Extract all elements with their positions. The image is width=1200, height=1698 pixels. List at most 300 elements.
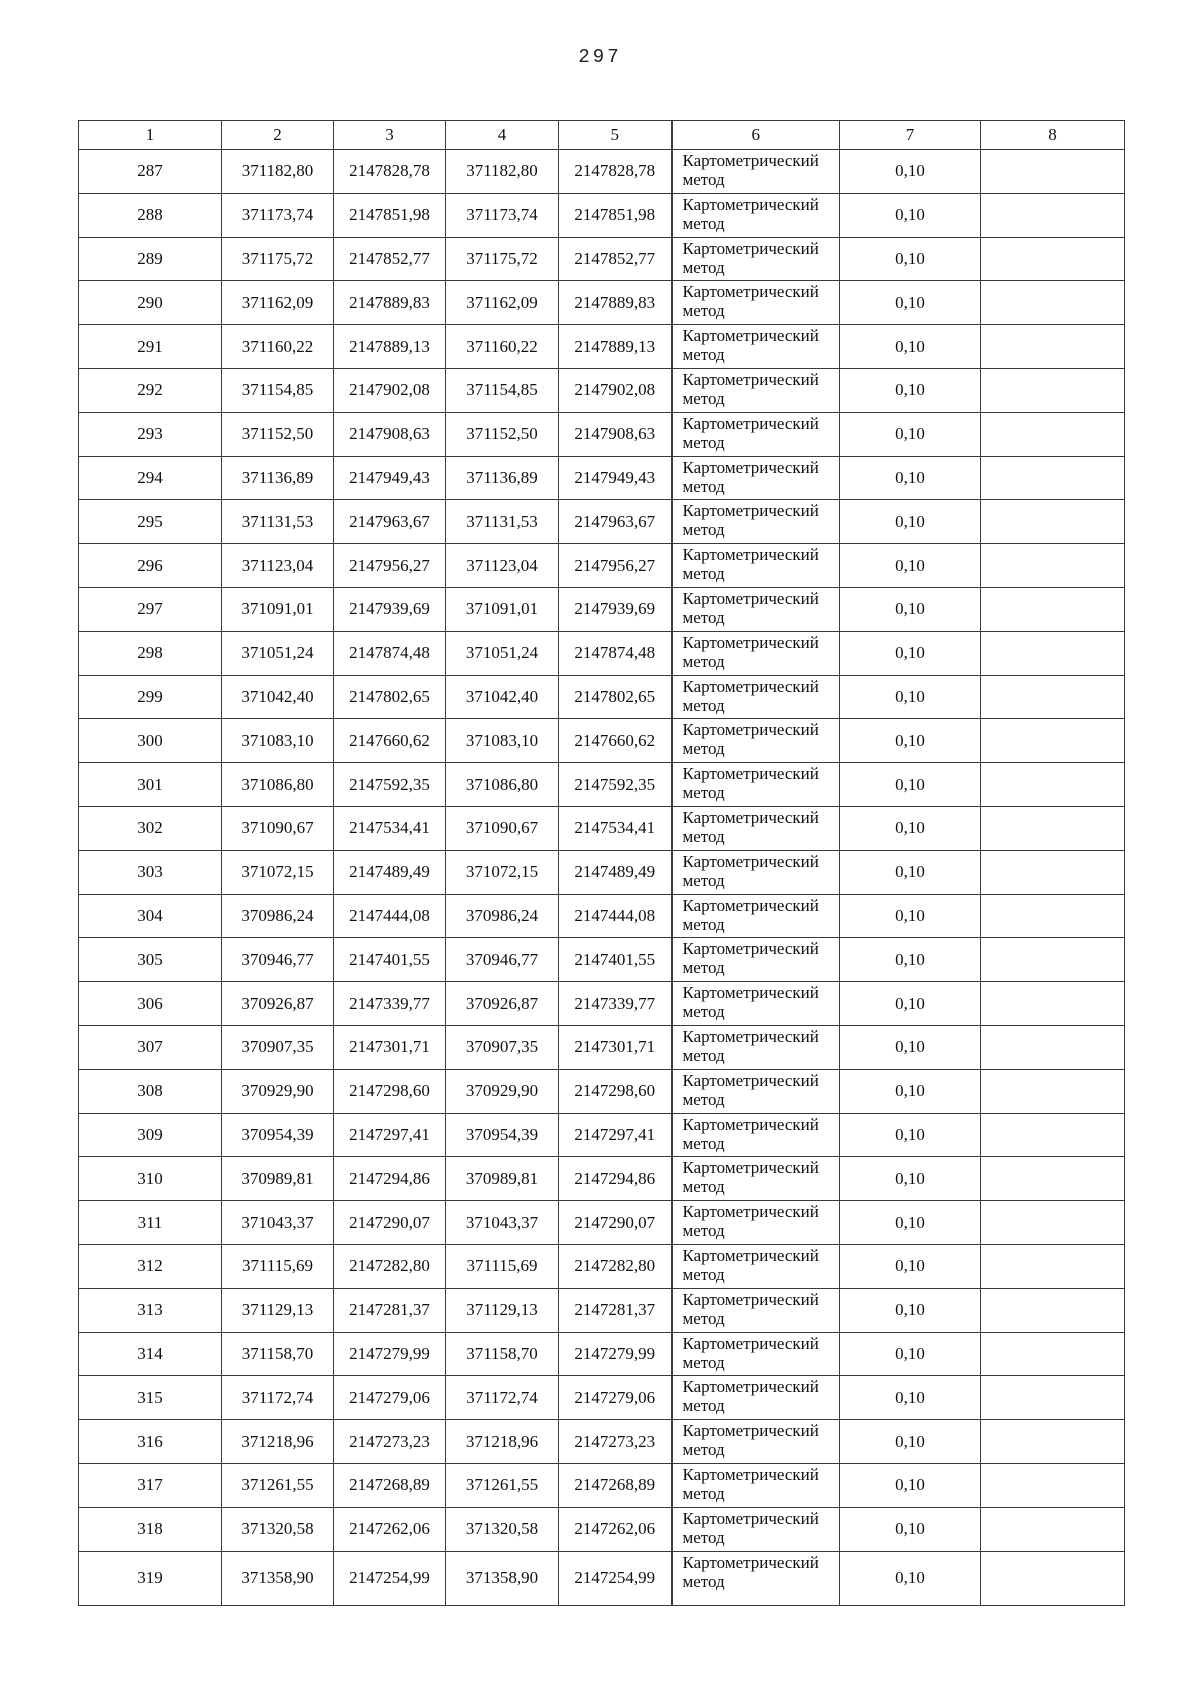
point-number-cell: 304 [79, 894, 222, 938]
y-coord-new-cell: 2147254,99 [559, 1551, 672, 1605]
method-text-line1: Картометрический [682, 1114, 819, 1134]
method-text-line1: Картометрический [682, 1377, 819, 1397]
y-coord-existing-cell: 2147874,48 [334, 631, 446, 675]
x-coord-new-cell: 371051,24 [446, 631, 559, 675]
y-coord-new-cell: 2147534,41 [559, 806, 672, 850]
method-text-line2: метод [682, 870, 725, 890]
x-coord-existing-cell: 371123,04 [222, 544, 334, 588]
x-coord-existing-cell: 371042,40 [222, 675, 334, 719]
point-number-cell: 287 [79, 150, 222, 194]
table-row [79, 1201, 1125, 1245]
x-coord-new-cell: 370929,90 [446, 1069, 559, 1113]
method-text-line2: метод [682, 170, 725, 189]
accuracy-cell: 0,10 [840, 894, 981, 938]
method-text-line1: Картометрический [682, 1464, 819, 1484]
note-cell [981, 412, 1125, 456]
y-coord-existing-cell: 2147852,77 [334, 237, 446, 281]
accuracy-cell: 0,10 [840, 1288, 981, 1332]
y-coord-existing-cell: 2147262,06 [334, 1507, 446, 1551]
x-coord-existing-cell: 370907,35 [222, 1025, 334, 1069]
y-coord-new-cell: 2147268,89 [559, 1463, 672, 1507]
method-text-line1: Картометрический [682, 1158, 819, 1178]
x-coord-existing-cell: 371086,80 [222, 763, 334, 807]
header-col-6: 6 [672, 121, 840, 150]
table-row [79, 412, 1125, 456]
table-row [79, 938, 1125, 982]
table-row [79, 1463, 1125, 1507]
table-row [79, 1025, 1125, 1069]
method-text-line1: Картометрический [682, 1245, 819, 1265]
accuracy-cell: 0,10 [840, 456, 981, 500]
note-cell [981, 1332, 1125, 1376]
method-text-line1: Картометрический [682, 194, 819, 214]
x-coord-existing-cell: 370929,90 [222, 1069, 334, 1113]
accuracy-cell: 0,10 [840, 806, 981, 850]
note-cell [981, 281, 1125, 325]
y-coord-existing-cell: 2147902,08 [334, 368, 446, 412]
method-text-line1: Картометрический [682, 1333, 819, 1353]
table-row [79, 1288, 1125, 1332]
method-text-line1: Картометрический [682, 369, 819, 389]
y-coord-new-cell: 2147279,06 [559, 1376, 672, 1420]
accuracy-cell: 0,10 [840, 763, 981, 807]
x-coord-new-cell: 370954,39 [446, 1113, 559, 1157]
method-cell [672, 237, 840, 281]
note-cell [981, 325, 1125, 369]
point-number-cell: 299 [79, 675, 222, 719]
method-cell [672, 631, 840, 675]
note-cell [981, 1288, 1125, 1332]
method-cell [672, 1551, 840, 1605]
x-coord-new-cell: 370907,35 [446, 1025, 559, 1069]
x-coord-new-cell: 371129,13 [446, 1288, 559, 1332]
x-coord-existing-cell: 371218,96 [222, 1420, 334, 1464]
table-row [79, 193, 1125, 237]
method-text-line2: метод [682, 1089, 725, 1109]
x-coord-existing-cell: 370986,24 [222, 894, 334, 938]
x-coord-new-cell: 371320,58 [446, 1507, 559, 1551]
method-cell [672, 850, 840, 894]
method-text-line1: Картометрический [682, 1421, 819, 1441]
x-coord-new-cell: 371175,72 [446, 237, 559, 281]
method-text-line2: метод [682, 1264, 725, 1284]
point-number-cell: 317 [79, 1463, 222, 1507]
accuracy-cell: 0,10 [840, 1420, 981, 1464]
note-cell [981, 850, 1125, 894]
method-text-line2: метод [682, 1045, 725, 1065]
method-text-line2: метод [682, 914, 725, 934]
x-coord-existing-cell: 371261,55 [222, 1463, 334, 1507]
x-coord-existing-cell: 371154,85 [222, 368, 334, 412]
accuracy-cell: 0,10 [840, 1157, 981, 1201]
x-coord-new-cell: 371091,01 [446, 587, 559, 631]
point-number-cell: 311 [79, 1201, 222, 1245]
y-coord-new-cell: 2147908,63 [559, 412, 672, 456]
x-coord-new-cell: 371090,67 [446, 806, 559, 850]
table-row [79, 1244, 1125, 1288]
note-cell [981, 938, 1125, 982]
method-text-line2: метод [682, 826, 725, 846]
y-coord-new-cell: 2147660,62 [559, 719, 672, 763]
x-coord-new-cell: 371182,80 [446, 150, 559, 194]
point-number-cell: 318 [79, 1507, 222, 1551]
accuracy-cell: 0,10 [840, 1376, 981, 1420]
point-number-cell: 292 [79, 368, 222, 412]
y-coord-existing-cell: 2147963,67 [334, 500, 446, 544]
method-cell [672, 150, 840, 194]
table-row [79, 763, 1125, 807]
table-row [79, 806, 1125, 850]
method-text-line2: метод [682, 476, 725, 496]
y-coord-existing-cell: 2147939,69 [334, 587, 446, 631]
y-coord-new-cell: 2147489,49 [559, 850, 672, 894]
note-cell [981, 1113, 1125, 1157]
note-cell [981, 193, 1125, 237]
x-coord-new-cell: 370986,24 [446, 894, 559, 938]
x-coord-new-cell: 371158,70 [446, 1332, 559, 1376]
method-cell [672, 587, 840, 631]
x-coord-existing-cell: 371175,72 [222, 237, 334, 281]
x-coord-existing-cell: 371358,90 [222, 1551, 334, 1605]
method-cell [672, 325, 840, 369]
y-coord-existing-cell: 2147254,99 [334, 1551, 446, 1605]
x-coord-new-cell: 371123,04 [446, 544, 559, 588]
method-text-line2: метод [682, 345, 725, 365]
x-coord-new-cell: 370926,87 [446, 982, 559, 1026]
x-coord-existing-cell: 371091,01 [222, 587, 334, 631]
note-cell [981, 500, 1125, 544]
table-row [79, 1420, 1125, 1464]
method-cell [672, 1507, 840, 1551]
method-cell [672, 1463, 840, 1507]
method-text-line2: метод [682, 1483, 725, 1503]
method-text-line2: метод [682, 301, 725, 321]
method-text-line1: Картометрический [682, 676, 819, 696]
y-coord-existing-cell: 2147489,49 [334, 850, 446, 894]
method-text-line1: Картометрический [682, 545, 819, 565]
accuracy-cell: 0,10 [840, 1332, 981, 1376]
x-coord-new-cell: 371162,09 [446, 281, 559, 325]
method-text-line2: метод [682, 783, 725, 803]
note-cell [981, 1507, 1125, 1551]
method-text-line2: метод [682, 1308, 725, 1328]
x-coord-new-cell: 371173,74 [446, 193, 559, 237]
accuracy-cell: 0,10 [840, 412, 981, 456]
x-coord-existing-cell: 371172,74 [222, 1376, 334, 1420]
method-text-line1: Картометрический [682, 720, 819, 740]
x-coord-existing-cell: 371182,80 [222, 150, 334, 194]
accuracy-cell: 0,10 [840, 675, 981, 719]
y-coord-new-cell: 2147889,83 [559, 281, 672, 325]
method-text-line1: Картометрический [682, 1070, 819, 1090]
method-text-line2: метод [682, 1221, 725, 1241]
method-text-line2: метод [682, 1440, 725, 1460]
x-coord-new-cell: 371218,96 [446, 1420, 559, 1464]
accuracy-cell: 0,10 [840, 193, 981, 237]
note-cell [981, 544, 1125, 588]
point-number-cell: 306 [79, 982, 222, 1026]
y-coord-existing-cell: 2147889,13 [334, 325, 446, 369]
y-coord-new-cell: 2147297,41 [559, 1113, 672, 1157]
point-number-cell: 307 [79, 1025, 222, 1069]
method-text-line2: метод [682, 1133, 725, 1153]
method-text-line2: метод [682, 1571, 725, 1591]
x-coord-existing-cell: 371320,58 [222, 1507, 334, 1551]
y-coord-new-cell: 2147889,13 [559, 325, 672, 369]
note-cell [981, 587, 1125, 631]
table-row [79, 456, 1125, 500]
method-cell [672, 1025, 840, 1069]
note-cell [981, 237, 1125, 281]
method-cell [672, 1157, 840, 1201]
point-number-cell: 295 [79, 500, 222, 544]
y-coord-new-cell: 2147939,69 [559, 587, 672, 631]
table-row [79, 631, 1125, 675]
y-coord-existing-cell: 2147279,99 [334, 1332, 446, 1376]
x-coord-existing-cell: 371072,15 [222, 850, 334, 894]
table-row [79, 719, 1125, 763]
method-cell [672, 456, 840, 500]
y-coord-existing-cell: 2147273,23 [334, 1420, 446, 1464]
y-coord-new-cell: 2147294,86 [559, 1157, 672, 1201]
method-text-line1: Картометрический [682, 413, 819, 433]
table-row [79, 1376, 1125, 1420]
y-coord-existing-cell: 2147290,07 [334, 1201, 446, 1245]
method-cell [672, 193, 840, 237]
accuracy-cell: 0,10 [840, 1025, 981, 1069]
table-row [79, 850, 1125, 894]
header-col-7: 7 [840, 121, 981, 150]
method-cell [672, 1244, 840, 1288]
table-row [79, 325, 1125, 369]
x-coord-existing-cell: 371158,70 [222, 1332, 334, 1376]
accuracy-cell: 0,10 [840, 368, 981, 412]
method-text-line2: метод [682, 958, 725, 978]
y-coord-new-cell: 2147828,78 [559, 150, 672, 194]
method-text-line2: метод [682, 1002, 725, 1022]
header-col-8: 8 [981, 121, 1125, 150]
table-row [79, 544, 1125, 588]
accuracy-cell: 0,10 [840, 938, 981, 982]
note-cell [981, 1069, 1125, 1113]
method-cell [672, 1288, 840, 1332]
note-cell [981, 806, 1125, 850]
method-text-line2: метод [682, 651, 725, 671]
x-coord-new-cell: 371086,80 [446, 763, 559, 807]
table-row [79, 1113, 1125, 1157]
y-coord-existing-cell: 2147828,78 [334, 150, 446, 194]
accuracy-cell: 0,10 [840, 325, 981, 369]
y-coord-new-cell: 2147301,71 [559, 1025, 672, 1069]
method-text-line2: метод [682, 520, 725, 540]
x-coord-existing-cell: 370954,39 [222, 1113, 334, 1157]
method-cell [672, 938, 840, 982]
accuracy-cell: 0,10 [840, 281, 981, 325]
note-cell [981, 1376, 1125, 1420]
y-coord-new-cell: 2147852,77 [559, 237, 672, 281]
y-coord-existing-cell: 2147956,27 [334, 544, 446, 588]
method-text-line1: Картометрический [682, 851, 819, 871]
x-coord-existing-cell: 371083,10 [222, 719, 334, 763]
accuracy-cell: 0,10 [840, 1201, 981, 1245]
point-number-cell: 297 [79, 587, 222, 631]
note-cell [981, 675, 1125, 719]
y-coord-existing-cell: 2147298,60 [334, 1069, 446, 1113]
accuracy-cell: 0,10 [840, 982, 981, 1026]
note-cell [981, 719, 1125, 763]
y-coord-new-cell: 2147290,07 [559, 1201, 672, 1245]
table-row [79, 237, 1125, 281]
method-text-line2: метод [682, 1177, 725, 1197]
x-coord-new-cell: 371154,85 [446, 368, 559, 412]
x-coord-new-cell: 371072,15 [446, 850, 559, 894]
x-coord-new-cell: 370989,81 [446, 1157, 559, 1201]
y-coord-new-cell: 2147281,37 [559, 1288, 672, 1332]
accuracy-cell: 0,10 [840, 1113, 981, 1157]
accuracy-cell: 0,10 [840, 1551, 981, 1605]
y-coord-new-cell: 2147282,80 [559, 1244, 672, 1288]
y-coord-new-cell: 2147444,08 [559, 894, 672, 938]
x-coord-existing-cell: 371162,09 [222, 281, 334, 325]
table-row [79, 1551, 1125, 1605]
method-cell [672, 719, 840, 763]
note-cell [981, 1463, 1125, 1507]
note-cell [981, 368, 1125, 412]
table-row [79, 1157, 1125, 1201]
y-coord-new-cell: 2147298,60 [559, 1069, 672, 1113]
note-cell [981, 894, 1125, 938]
table-row [79, 675, 1125, 719]
y-coord-existing-cell: 2147279,06 [334, 1376, 446, 1420]
accuracy-cell: 0,10 [840, 237, 981, 281]
method-text-line2: метод [682, 1352, 725, 1372]
method-cell [672, 763, 840, 807]
table-row [79, 894, 1125, 938]
x-coord-new-cell: 371115,69 [446, 1244, 559, 1288]
point-number-cell: 289 [79, 237, 222, 281]
method-text-line2: метод [682, 388, 725, 408]
x-coord-new-cell: 371261,55 [446, 1463, 559, 1507]
table-row [79, 500, 1125, 544]
y-coord-existing-cell: 2147282,80 [334, 1244, 446, 1288]
method-text-line2: метод [682, 564, 725, 584]
table-row [79, 982, 1125, 1026]
point-number-cell: 296 [79, 544, 222, 588]
method-text-line1: Картометрический [682, 632, 819, 652]
y-coord-new-cell: 2147401,55 [559, 938, 672, 982]
point-number-cell: 314 [79, 1332, 222, 1376]
x-coord-existing-cell: 371136,89 [222, 456, 334, 500]
method-cell [672, 1332, 840, 1376]
note-cell [981, 1201, 1125, 1245]
method-text-line1: Картометрический [682, 151, 819, 170]
coordinates-table [78, 120, 1125, 1606]
method-text-line1: Картометрический [682, 588, 819, 608]
method-text-line1: Картометрический [682, 1552, 819, 1572]
table-row [79, 1507, 1125, 1551]
method-cell [672, 500, 840, 544]
y-coord-new-cell: 2147956,27 [559, 544, 672, 588]
method-text-line2: метод [682, 432, 725, 452]
x-coord-existing-cell: 371043,37 [222, 1201, 334, 1245]
accuracy-cell: 0,10 [840, 1069, 981, 1113]
y-coord-existing-cell: 2147339,77 [334, 982, 446, 1026]
method-cell [672, 1113, 840, 1157]
table-row [79, 1332, 1125, 1376]
accuracy-cell: 0,10 [840, 1244, 981, 1288]
header-col-4: 4 [446, 121, 559, 150]
method-text-line1: Картометрический [682, 1289, 819, 1309]
table-row [79, 1069, 1125, 1113]
method-text-line2: метод [682, 257, 725, 277]
method-text-line1: Картометрический [682, 983, 819, 1003]
x-coord-new-cell: 371083,10 [446, 719, 559, 763]
y-coord-existing-cell: 2147301,71 [334, 1025, 446, 1069]
method-cell [672, 412, 840, 456]
method-cell [672, 1420, 840, 1464]
y-coord-existing-cell: 2147592,35 [334, 763, 446, 807]
method-text-line1: Картометрический [682, 764, 819, 784]
point-number-cell: 290 [79, 281, 222, 325]
page-number: 297 [578, 46, 622, 68]
note-cell [981, 456, 1125, 500]
x-coord-new-cell: 371043,37 [446, 1201, 559, 1245]
x-coord-new-cell: 371172,74 [446, 1376, 559, 1420]
y-coord-existing-cell: 2147802,65 [334, 675, 446, 719]
method-text-line1: Картометрический [682, 939, 819, 959]
y-coord-existing-cell: 2147444,08 [334, 894, 446, 938]
x-coord-existing-cell: 370989,81 [222, 1157, 334, 1201]
note-cell [981, 631, 1125, 675]
point-number-cell: 313 [79, 1288, 222, 1332]
table-body [79, 150, 1125, 1606]
method-text-line1: Картометрический [682, 501, 819, 521]
accuracy-cell: 0,10 [840, 1507, 981, 1551]
y-coord-existing-cell: 2147949,43 [334, 456, 446, 500]
header-col-3: 3 [334, 121, 446, 150]
table-header-row [79, 121, 1125, 150]
x-coord-existing-cell: 371051,24 [222, 631, 334, 675]
x-coord-new-cell: 371136,89 [446, 456, 559, 500]
method-text-line1: Картометрический [682, 1508, 819, 1528]
note-cell [981, 150, 1125, 194]
x-coord-existing-cell: 370926,87 [222, 982, 334, 1026]
point-number-cell: 301 [79, 763, 222, 807]
x-coord-existing-cell: 371173,74 [222, 193, 334, 237]
y-coord-existing-cell: 2147660,62 [334, 719, 446, 763]
accuracy-cell: 0,10 [840, 850, 981, 894]
point-number-cell: 305 [79, 938, 222, 982]
point-number-cell: 291 [79, 325, 222, 369]
point-number-cell: 302 [79, 806, 222, 850]
point-number-cell: 298 [79, 631, 222, 675]
method-text-line2: метод [682, 739, 725, 759]
point-number-cell: 288 [79, 193, 222, 237]
accuracy-cell: 0,10 [840, 150, 981, 194]
y-coord-existing-cell: 2147268,89 [334, 1463, 446, 1507]
method-cell [672, 544, 840, 588]
x-coord-new-cell: 370946,77 [446, 938, 559, 982]
table-row [79, 587, 1125, 631]
method-cell [672, 281, 840, 325]
y-coord-new-cell: 2147802,65 [559, 675, 672, 719]
y-coord-existing-cell: 2147401,55 [334, 938, 446, 982]
y-coord-existing-cell: 2147534,41 [334, 806, 446, 850]
point-number-cell: 310 [79, 1157, 222, 1201]
x-coord-new-cell: 371358,90 [446, 1551, 559, 1605]
y-coord-new-cell: 2147902,08 [559, 368, 672, 412]
x-coord-existing-cell: 371090,67 [222, 806, 334, 850]
